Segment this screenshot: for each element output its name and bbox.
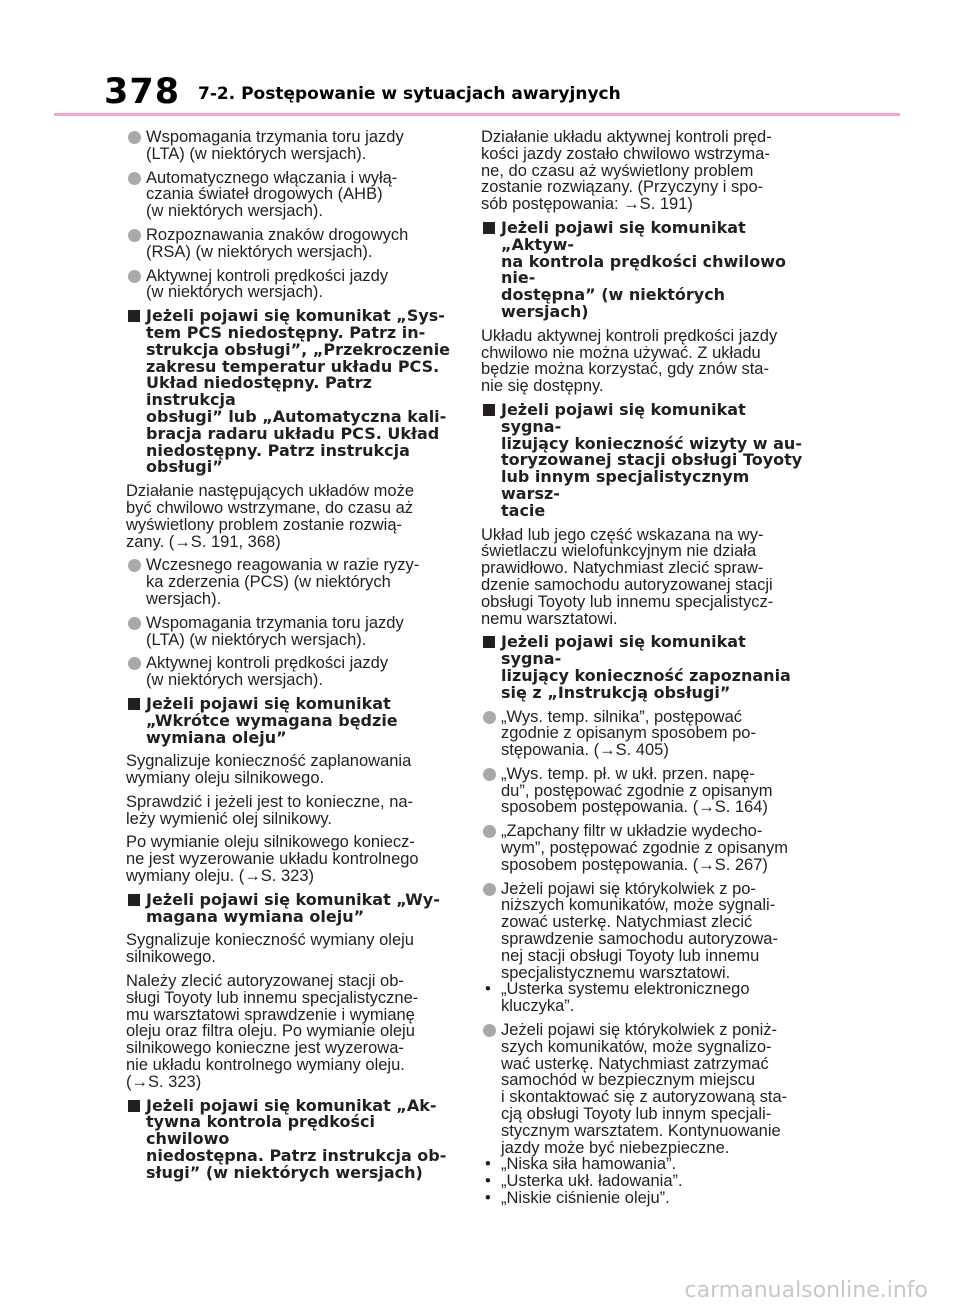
bullet-circle-icon bbox=[483, 768, 496, 781]
left-column bbox=[126, 129, 454, 1189]
bullet-text: Jeżeli pojawi się którykolwiek z po- niższych komunikatów, może sygnali- zować usterkę. Natychmiast zlecić sprawdzenie samochodu autoryzowa- nej stacji obsługi Toyoty lub innemu specjalistycznemu warsztatowi. bbox=[501, 879, 778, 982]
bullet-text: Aktywnej kontroli prędkości jazdy (w niektórych wersjach). bbox=[146, 266, 389, 302]
message-heading bbox=[126, 693, 454, 747]
right-column bbox=[481, 129, 803, 1214]
sub-list bbox=[481, 1156, 803, 1206]
paragraph: Należy zlecić autoryzowanej stacji ob- sługi Toyoty lub innemu specjalistyczne- mu warsztatowi sprawdzenie i wymianę oleju oraz filtra oleju. Po wymianie oleju silnikowego konieczne jest wyzerowa- nie układu kontrolnego wymiany oleju. (→S. 323) bbox=[126, 972, 419, 1091]
bullet-item bbox=[481, 766, 803, 816]
sub-list-item bbox=[481, 1190, 803, 1207]
bullet-item bbox=[126, 268, 454, 302]
paragraph: Sygnalizuje konieczność wymiany oleju silnikowego. bbox=[126, 931, 414, 967]
small-bullet-icon: • bbox=[485, 980, 491, 999]
bullet-circle-icon bbox=[128, 172, 141, 185]
bullet-item bbox=[126, 557, 454, 607]
heading-text: Jeżeli pojawi się komunikat „Ak- tywna kontrola prędkości chwilowo niedostępna. Patrz instrukcja ob- sługi” (w niektórych wersjach) bbox=[146, 1095, 447, 1182]
message-heading bbox=[126, 308, 454, 476]
small-bullet-icon: • bbox=[485, 1172, 491, 1191]
bullet-item bbox=[126, 615, 454, 649]
square-bullet-icon bbox=[128, 698, 140, 710]
square-bullet-icon bbox=[483, 404, 495, 416]
square-bullet-icon bbox=[483, 222, 495, 234]
bullet-circle-icon bbox=[128, 657, 141, 670]
square-bullet-icon bbox=[128, 310, 140, 322]
bullet-circle-icon bbox=[483, 883, 496, 896]
bullet-circle-icon bbox=[128, 270, 141, 283]
message-heading bbox=[126, 1095, 454, 1182]
bullet-item bbox=[126, 227, 454, 261]
bullet-text: „Wys. temp. pł. w ukł. przen. napę- du”, postępować zgodnie z opisanym sposobem postępowania. (→S. 164) bbox=[501, 764, 773, 817]
page-number: 378 bbox=[104, 72, 181, 112]
message-heading bbox=[481, 634, 803, 701]
paragraph: Działanie układu aktywnej kontroli pręd- kości jazdy zostało chwilowo wstrzyma- ne, do czasu aż wyświetlony problem zostanie rozwiązany. (Przyczyny i spo- sób postępowania: →S. 191) bbox=[481, 128, 772, 214]
message-heading bbox=[481, 217, 803, 321]
heading-text: Jeżeli pojawi się komunikat „Wkrótce wymagana będzie wymiana oleju” bbox=[146, 693, 398, 747]
sub-list-text: „Usterka ukł. ładowania”. bbox=[501, 1172, 683, 1191]
heading-text: Jeżeli pojawi się komunikat „Aktyw- na kontrola prędkości chwilowo nie- dostępna” (w niektórych wersjach) bbox=[501, 217, 787, 321]
square-bullet-icon bbox=[128, 894, 140, 906]
bullet-text: Jeżeli pojawi się którykolwiek z poniż- szych komunikatów, może sygnalizo- wać usterkę. Natychmiast zatrzymać samochód w bezpiecznym miejscu i skontaktować się z autoryzowaną sta- cją obsługi Toyoty lub innym specjali- stycznym warsztatem. Kontynuowanie jazdy może być niebezpieczne. bbox=[501, 1021, 788, 1157]
bullet-circle-icon bbox=[483, 1024, 496, 1037]
heading-text: Jeżeli pojawi się komunikat „Sys- tem PCS niedostępny. Patrz in- strukcja obsługi”, „Przekroczenie zakresu temperatur układu PCS. Układ niedostępny. Patrz instrukcja obsługi” lub „Automatyczna kali- bracja radaru układu PCS. Układ niedostępny. Patrz instrukcja obsługi” bbox=[146, 306, 451, 477]
bullet-text: „Zapchany filtr w układzie wydecho- wym”, postępować zgodnie z opisanym sposobem postępowania. (→S. 267) bbox=[501, 822, 789, 874]
header-rule bbox=[54, 113, 900, 116]
watermark: carmanualsonline.info bbox=[684, 1278, 928, 1303]
bullet-text: „Wys. temp. silnika”, postępować zgodnie z opisanym sposobem po- stępowania. (→S. 405) bbox=[501, 707, 756, 760]
bullet-text: Aktywnej kontroli prędkości jazdy (w niektórych wersjach). bbox=[146, 654, 389, 690]
section-title: 7-2. Postępowanie w sytuacjach awaryjnych bbox=[198, 84, 621, 104]
bullet-text: Automatycznego włączania i wyłą- czania świateł drogowych (AHB) (w niektórych wersjach). bbox=[146, 168, 398, 221]
bullet-circle-icon bbox=[483, 711, 496, 724]
bullet-item bbox=[126, 129, 454, 163]
message-heading bbox=[481, 399, 803, 520]
page-header bbox=[0, 0, 960, 116]
sub-list-item bbox=[481, 1173, 803, 1190]
bullet-circle-icon bbox=[128, 131, 141, 144]
small-bullet-icon: • bbox=[485, 1155, 491, 1174]
small-bullet-icon: • bbox=[485, 1189, 491, 1208]
paragraph: Działanie następujących układów może być chwilowo wstrzymane, do czasu aż wyświetlony problem zostanie rozwią- zany. (→S. 191, 368) bbox=[126, 482, 414, 551]
message-heading bbox=[126, 889, 454, 926]
bullet-text: Wczesnego reagowania w razie ryzy- ka zderzenia (PCS) (w niektórych wersjach). bbox=[146, 556, 420, 608]
square-bullet-icon bbox=[128, 1100, 140, 1112]
paragraph: Sygnalizuje konieczność zaplanowania wymiany oleju silnikowego. bbox=[126, 752, 412, 788]
square-bullet-icon bbox=[483, 636, 495, 648]
bullet-text: Wspomagania trzymania toru jazdy (LTA) (w niektórych wersjach). bbox=[146, 613, 404, 649]
heading-text: Jeżeli pojawi się komunikat „Wy- magana wymiana oleju” bbox=[146, 889, 440, 926]
paragraph: Po wymianie oleju silnikowego koniecz- ne jest wyzerowanie układu kontrolnego wymiany oleju. (→S. 323) bbox=[126, 833, 419, 886]
bullet-item bbox=[481, 881, 803, 982]
bullet-text: Wspomagania trzymania toru jazdy (LTA) (w niektórych wersjach). bbox=[146, 128, 404, 163]
bullet-circle-icon bbox=[483, 825, 496, 838]
bullet-item bbox=[481, 709, 803, 759]
bullet-item bbox=[126, 655, 454, 689]
sub-list bbox=[481, 981, 803, 1015]
sub-list-text: „Niska siła hamowania”. bbox=[501, 1155, 677, 1174]
heading-text: Jeżeli pojawi się komunikat sygna- lizujący konieczność zapoznania się z „Instrukcją obsługi” bbox=[501, 632, 791, 702]
paragraph: Sprawdzić i jeżeli jest to konieczne, na- leży wymienić olej silnikowy. bbox=[126, 792, 414, 828]
bullet-item bbox=[481, 823, 803, 873]
bullet-item bbox=[126, 170, 454, 220]
paragraph: Układu aktywnej kontroli prędkości jazdy chwilowo nie można używać. Z układu będzie można korzystać, gdy znów sta- nie się dostępny. bbox=[481, 326, 778, 396]
paragraph: Układ lub jego część wskazana na wy- świetlaczu wielofunkcyjnym nie działa prawidłowo. Natychmiast zlecić spraw- dzenie samochodu autoryzowanej stacji obsługi Toyoty lub innemu specjalistycz- nemu warsztatowi. bbox=[481, 525, 774, 628]
bullet-circle-icon bbox=[128, 229, 141, 242]
bullet-text: Rozpoznawania znaków drogowych (RSA) (w niektórych wersjach). bbox=[146, 225, 409, 261]
sub-list-item bbox=[481, 981, 803, 1015]
sub-list-text: „Usterka systemu elektronicznego kluczyka”. bbox=[501, 980, 750, 1016]
bullet-circle-icon bbox=[128, 617, 141, 630]
bullet-circle-icon bbox=[128, 559, 141, 572]
heading-text: Jeżeli pojawi się komunikat sygna- lizujący konieczność wizyty w au- toryzowanej stacji obsługi Toyoty lub innym specjalistycznym warsz- tacie bbox=[501, 399, 803, 520]
sub-list-item bbox=[481, 1156, 803, 1173]
bullet-item bbox=[481, 1022, 803, 1156]
sub-list-text: „Niskie ciśnienie oleju”. bbox=[501, 1189, 670, 1208]
